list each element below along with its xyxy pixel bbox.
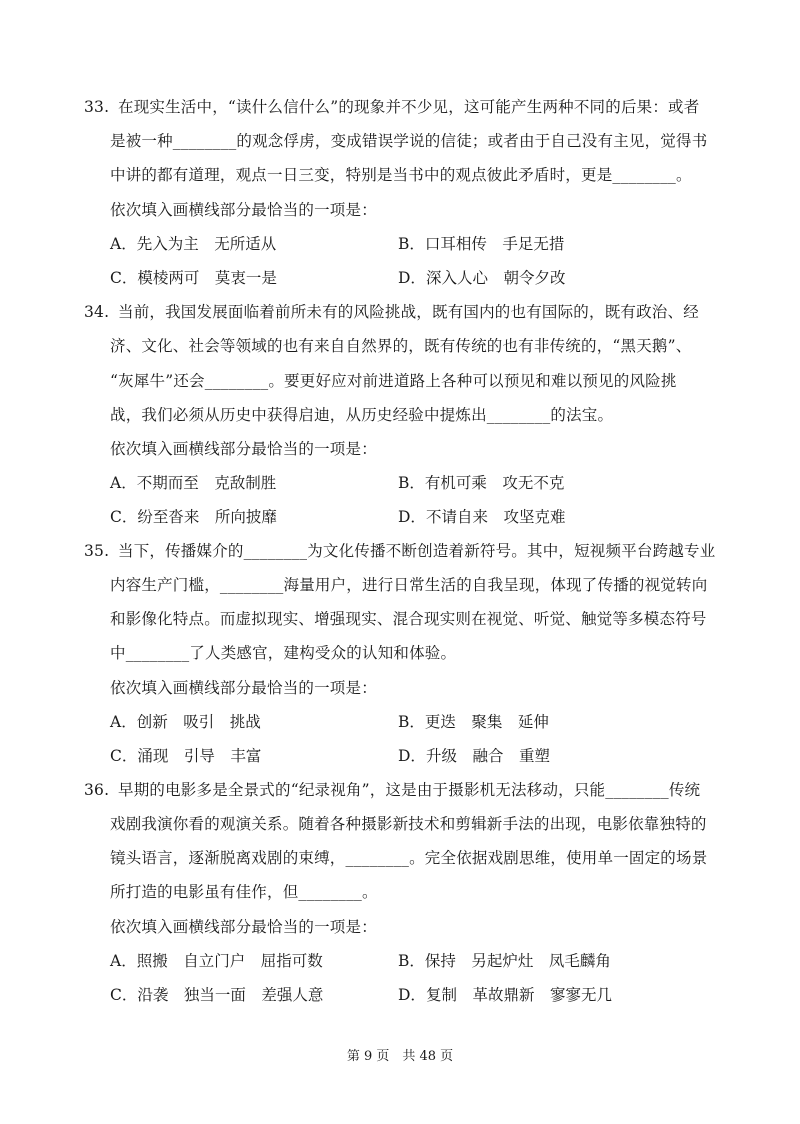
question-prompt: 依次填入画横线部分最恰当的一项是：: [110, 440, 377, 458]
question-prompt: 依次填入画横线部分最恰当的一项是：: [110, 679, 377, 697]
question-text: 中________了人类感官，建构受众的认知和体验。: [110, 644, 457, 662]
question-first-line: [84, 780, 700, 800]
question-first-line: [84, 302, 699, 322]
option-letter: A．: [110, 952, 137, 970]
option-text: 沿袭 独当一面 差强人意: [137, 986, 324, 1004]
option-b: [398, 951, 611, 971]
option-letter: C．: [110, 269, 138, 287]
option-b: [398, 712, 549, 732]
option-text: 口耳相传 手足无措: [424, 235, 565, 253]
question-text: 战，我们必须从历史中获得启迪，从历史经验中提炼出________的法宝。: [110, 406, 614, 424]
question-first-line: [84, 97, 699, 117]
question-text: 戏剧我演你看的观演关系。随着各种摄影新技术和剪辑新手法的出现，电影依靠独特的: [110, 815, 707, 833]
option-text: 模棱两可 莫衷一是: [137, 269, 277, 287]
question-text: 在现实生活中，“读什么信什么”的现象并不少见，这可能产生两种不同的后果：或者: [118, 98, 700, 116]
option-letter: B．: [398, 713, 425, 731]
question-text: 当前，我国发展面临着前所未有的风险挑战，既有国内的也有国际的，既有政治、经: [118, 303, 699, 321]
option-text: 纷至沓来 所向披靡: [137, 508, 277, 526]
question-text: 内容生产门槛，________海量用户，进行日常生活的自我呈现，体现了传播的视觉转向: [110, 576, 708, 594]
option-c: [110, 985, 323, 1005]
option-d: [398, 746, 550, 766]
option-letter: C．: [110, 508, 138, 526]
question-text: 所打造的电影虽有佳作，但________。: [110, 883, 378, 901]
option-d: [398, 507, 565, 527]
question-text: 早期的电影多是全景式的“纪录视角”，这是由于摄影机无法移动，只能________传统: [118, 781, 701, 799]
question-text: 是被一种________的观念俘虏，变成错误学说的信徒；或者由于自己没有主见，觉得书: [110, 132, 708, 150]
option-text: 创新 吸引 挑战: [136, 713, 261, 731]
option-text: 保持 另起炉灶 凤毛麟角: [424, 952, 611, 970]
question-number: 36.: [84, 781, 110, 799]
option-a: [110, 234, 276, 254]
option-letter: A．: [110, 235, 137, 253]
option-text: 有机可乘 攻无不克: [424, 474, 565, 492]
option-letter: C．: [110, 747, 138, 765]
option-b: [398, 234, 564, 254]
option-text: 不期而至 克敌制胜: [136, 474, 277, 492]
option-letter: D．: [398, 269, 426, 287]
question-text: 和影像化特点。而虚拟现实、增强现实、混合现实则在视觉、听觉、触觉等多模态符号: [110, 610, 707, 628]
option-letter: A．: [110, 713, 137, 731]
question-prompt: 依次填入画横线部分最恰当的一项是：: [110, 918, 377, 936]
option-c: [110, 746, 261, 766]
question-text: “灰犀牛”还会________。要更好应对前进道路上各种可以预见和难以预见的风险挑: [110, 372, 677, 390]
question-number: 35.: [84, 542, 110, 560]
option-letter: B．: [398, 952, 425, 970]
option-text: 涌现 引导 丰富: [137, 747, 262, 765]
option-text: 照搬 自立门户 屈指可数: [136, 952, 323, 970]
question-number: 34.: [84, 303, 110, 321]
option-letter: D．: [398, 747, 426, 765]
question-text: 济、文化、社会等领域的也有来自自然界的，既有传统的也有非传统的，“黑天鹅”、: [110, 337, 692, 355]
question-text: 中讲的都有道理，观点一日三变，特别是当书中的观点彼此矛盾时，更是________。: [110, 166, 692, 184]
option-text: 先入为主 无所适从: [136, 235, 277, 253]
option-d: [398, 985, 612, 1005]
option-letter: D．: [398, 508, 426, 526]
option-text: 更迭 聚集 延伸: [424, 713, 549, 731]
option-c: [110, 507, 277, 527]
option-c: [110, 268, 277, 288]
option-b: [398, 473, 564, 493]
option-text: 复制 革故鼎新 寥寥无几: [425, 986, 612, 1004]
question-text: 镜头语言，逐渐脱离戏剧的束缚，________。完全依据戏剧思维，使用单一固定的场景: [110, 849, 708, 867]
option-letter: A．: [110, 474, 137, 492]
option-d: [398, 268, 565, 288]
option-a: [110, 712, 261, 732]
option-text: 升级 融合 重塑: [425, 747, 550, 765]
option-a: [110, 951, 323, 971]
question-prompt: 依次填入画横线部分最恰当的一项是：: [110, 201, 377, 219]
option-letter: C．: [110, 986, 138, 1004]
option-a: [110, 473, 276, 493]
question-first-line: [84, 541, 715, 561]
page-number-footer: 第 9 页 共 48 页: [346, 1049, 454, 1064]
question-number: 33.: [84, 98, 110, 116]
option-text: 不请自来 攻坚克难: [425, 508, 566, 526]
option-letter: D．: [398, 986, 426, 1004]
question-text: 当下，传播媒介的________为文化传播不断创造着新符号。其中，短视频平台跨越专业: [118, 542, 716, 560]
option-letter: B．: [398, 474, 425, 492]
option-text: 深入人心 朝令夕改: [425, 269, 566, 287]
option-letter: B．: [398, 235, 425, 253]
